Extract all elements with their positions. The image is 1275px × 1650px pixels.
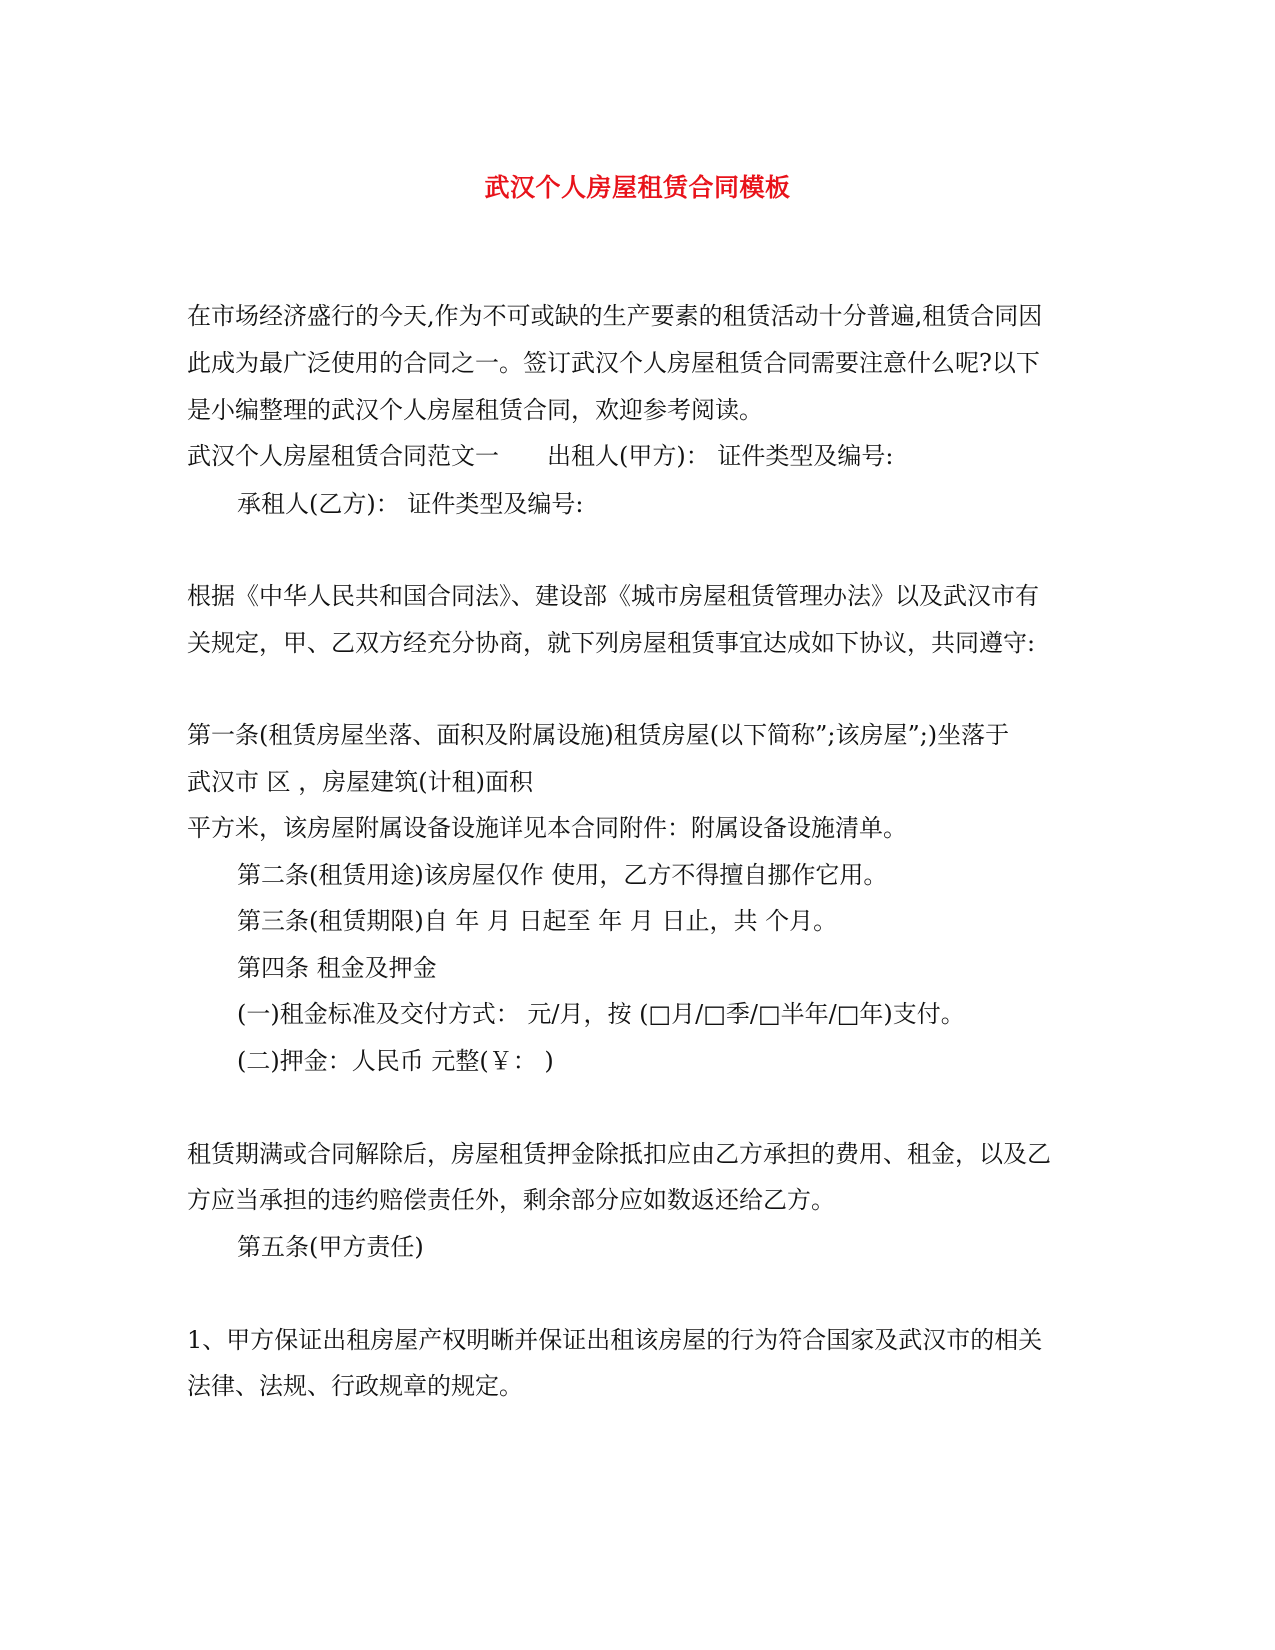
intro-line-3: 是小编整理的武汉个人房屋租赁合同，欢迎参考阅读。 (187, 396, 763, 424)
document-title: 武汉个人房屋租赁合同模板 (484, 173, 791, 202)
deposit-line-2: 方应当承担的违约赔偿责任外，剩余部分应如数返还给乙方。 (187, 1186, 835, 1214)
deposit-line-1: 租赁期满或合同解除后，房屋租赁押金除抵扣应由乙方承担的费用、租金，以及乙 (187, 1140, 1051, 1168)
article5-title: 第五条(甲方责任) (237, 1233, 424, 1261)
sample-heading: 武汉个人房屋租赁合同范文一 出租人(甲方)： 证件类型及编号: (187, 442, 894, 470)
article4-title: 第四条 租金及押金 (237, 954, 437, 982)
article1-line-2: 武汉市 区 ，房屋建筑(计租)面积 (187, 768, 533, 796)
article1-line-3: 平方米，该房屋附属设备设施详见本合同附件：附属设备设施清单。 (187, 814, 907, 842)
basis-line-1: 根据《中华人民共和国合同法》、建设部《城市房屋租赁管理办法》以及武汉市有 (187, 582, 1039, 610)
basis-line-2: 关规定，甲、乙双方经充分协商，就下列房屋租赁事宜达成如下协议，共同遵守: (187, 629, 1036, 657)
intro-line-2: 此成为最广泛使用的合同之一。签订武汉个人房屋租赁合同需要注意什么呢?以下 (187, 349, 1040, 377)
lessee-line: 承租人(乙方)： 证件类型及编号: (237, 490, 584, 518)
article4-item1: (一)租金标准及交付方式： 元/月，按 (□月/□季/□半年/□年)支付。 (237, 1000, 965, 1028)
intro-line-1: 在市场经济盛行的今天,作为不可或缺的生产要素的租赁活动十分普遍,租赁合同因 (187, 302, 1043, 330)
clause5-1-line-2: 法律、法规、行政规章的规定。 (187, 1372, 523, 1400)
clause5-1-line-1: 1、甲方保证出租房屋产权明晰并保证出租该房屋的行为符合国家及武汉市的相关 (187, 1326, 1043, 1354)
article3: 第三条(租赁期限)自 年 月 日起至 年 月 日止，共 个月。 (237, 907, 838, 935)
article1-line-1: 第一条(租赁房屋坐落、面积及附属设施)租赁房屋(以下简称”;该房屋”;)坐落于 (187, 721, 1010, 749)
article2: 第二条(租赁用途)该房屋仅作 使用，乙方不得擅自挪作它用。 (237, 861, 888, 889)
article4-item2: (二)押金：人民币 元整(￥： ) (237, 1047, 554, 1075)
